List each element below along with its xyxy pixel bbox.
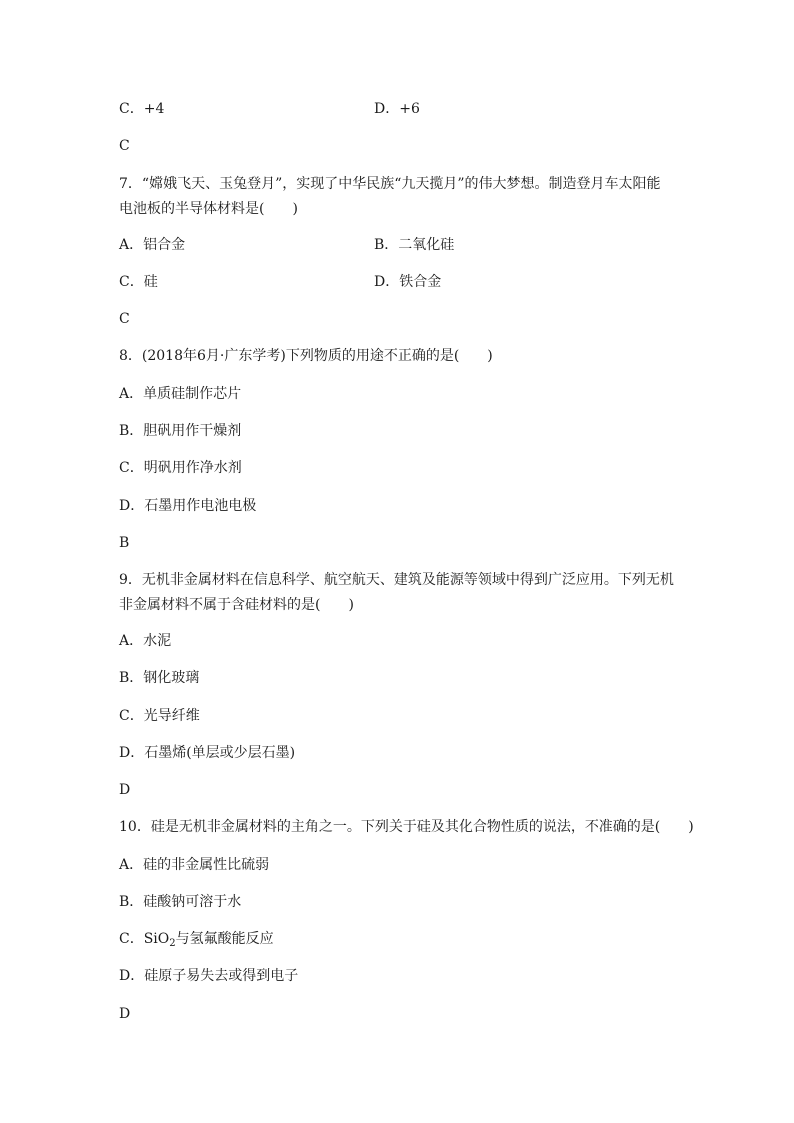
q6-option-d: D．+6 xyxy=(374,101,420,117)
q6-option-c: C．+4 xyxy=(119,101,165,117)
q8-option-b: B．胆矾用作干燥剂 xyxy=(119,423,242,439)
q8-option-c: C．明矾用作净水剂 xyxy=(119,460,242,476)
q9-option-a: A．水泥 xyxy=(119,633,172,649)
q6-answer: C xyxy=(119,138,130,154)
q7-option-b: B．二氧化硅 xyxy=(374,237,455,253)
q10-option-c-suffix: 与氢氟酸能反应 xyxy=(175,931,274,947)
q10-answer: D xyxy=(119,1006,131,1022)
q8-stem: 8．(2018年6月·广东学考)下列物质的用途不正确的是( ) xyxy=(119,348,493,364)
q7-stem-line2: 电池板的半导体材料是( ) xyxy=(119,201,298,217)
q7-option-c: C．硅 xyxy=(119,274,158,290)
q10-stem: 10．硅是无机非金属材料的主角之一。下列关于硅及其化合物性质的说法，不准确的是( ) xyxy=(119,819,694,835)
q10-option-c-prefix: C．SiO xyxy=(119,931,170,947)
q10-option-d: D．硅原子易失去或得到电子 xyxy=(119,968,299,984)
q7-option-a: A．铝合金 xyxy=(119,237,186,253)
q10-option-a: A．硅的非金属性比硫弱 xyxy=(119,857,270,873)
q7-option-d: D．铁合金 xyxy=(374,274,442,290)
q10-option-c-subscript: 2 xyxy=(169,938,176,949)
q8-option-a: A．单质硅制作芯片 xyxy=(119,386,242,402)
q9-answer: D xyxy=(119,782,131,798)
q7-answer: C xyxy=(119,311,130,327)
q9-option-b: B．钢化玻璃 xyxy=(119,670,200,686)
q10-option-c xyxy=(119,930,274,948)
q8-option-d: D．石墨用作电池电极 xyxy=(119,498,257,514)
q8-answer: B xyxy=(119,535,130,551)
q9-option-d: D．石墨烯(单层或少层石墨) xyxy=(119,745,296,761)
q9-stem-line1: 9．无机非金属材料在信息科学、航空航天、建筑及能源等领域中得到广泛应用。下列无机 xyxy=(119,572,674,588)
q7-stem-line1: 7．“嫦娥飞天、玉兔登月”，实现了中华民族“九天揽月”的伟大梦想。制造登月车太阳能 xyxy=(119,176,661,192)
q9-stem-line2: 非金属材料不属于含硅材料的是( ) xyxy=(119,597,354,613)
q10-option-b: B．硅酸钠可溶于水 xyxy=(119,894,242,910)
q9-option-c: C．光导纤维 xyxy=(119,708,200,724)
